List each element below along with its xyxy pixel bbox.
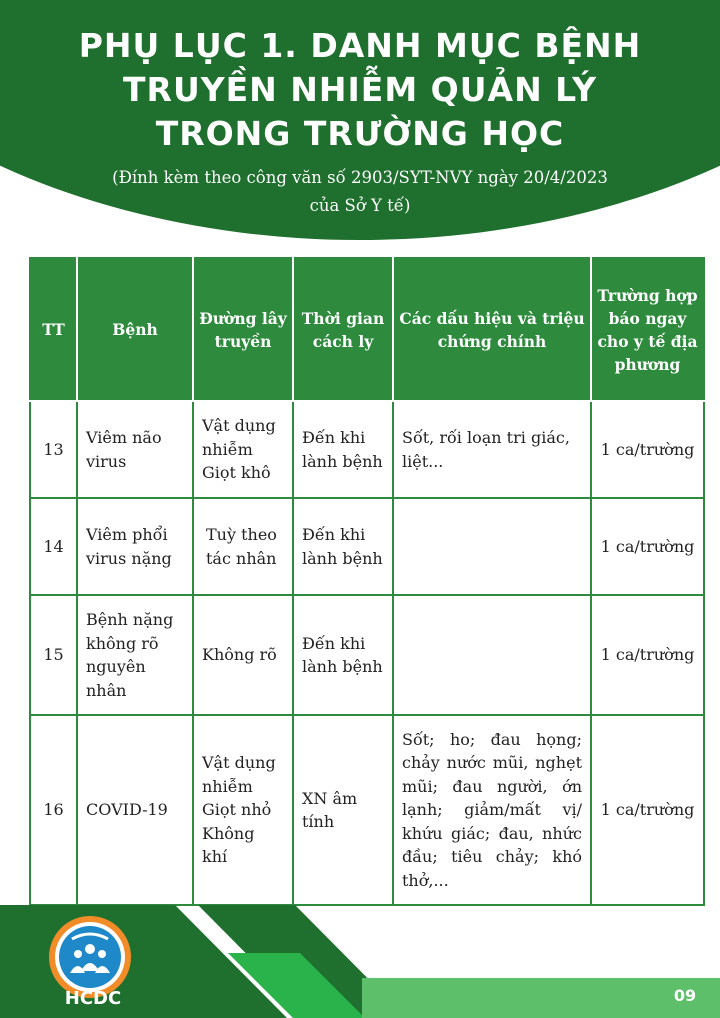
table-row (30, 715, 704, 905)
header-tt: TT (30, 258, 77, 401)
title-line-2: TRUYỀN NHIỄM QUẢN LÝ (123, 70, 597, 109)
title-line-3: TRONG TRƯỜNG HỌC (155, 114, 565, 153)
footer-light-bar (362, 978, 720, 1018)
cell-transmission: Tuỳ theo tác nhân (193, 498, 293, 595)
cell-transmission: Vật dụng nhiễm Giọt khô (193, 401, 293, 498)
cell-tt: 16 (30, 715, 77, 905)
header-isolation: Thời gian cách ly (293, 258, 393, 401)
cell-tt: 15 (30, 595, 77, 715)
cell-report: 1 ca/trường (591, 595, 704, 715)
cell-transmission: Không rõ (193, 595, 293, 715)
cell-isolation: Đến khi lành bệnh (293, 595, 393, 715)
subtitle-line-2: của Sở Y tế) (309, 196, 411, 215)
cell-disease: COVID-19 (77, 715, 193, 905)
hcdc-logo (48, 915, 132, 999)
header-symptoms: Các dấu hiệu và triệu chứng chính (393, 258, 591, 401)
cell-transmission: Vật dụng nhiễm Giọt nhỏ Không khí (193, 715, 293, 905)
page-number: 09 (673, 986, 697, 1005)
cell-disease: Viêm phổi virus nặng (77, 498, 193, 595)
header-report: Trường hợp báo ngay cho y tế địa phương (591, 258, 704, 401)
cell-isolation: XN âm tính (293, 715, 393, 905)
table-row (30, 401, 704, 498)
cell-report: 1 ca/trường (591, 498, 704, 595)
cell-disease: Viêm não virus (77, 401, 193, 498)
header-disease: Bệnh (77, 258, 193, 401)
logo-text: HCDC (64, 988, 122, 1009)
table-row (30, 595, 704, 715)
page-title (0, 24, 720, 156)
cell-symptoms: Sốt; ho; đau họng; chảy nước mũi, nghẹt mũi; đau người, ớn lạnh; giảm/mất vị/ khứu giác; đau, nhức đầu; tiêu chảy; khó thở,... (393, 715, 591, 905)
cell-disease: Bệnh nặng không rõ nguyên nhân (77, 595, 193, 715)
cell-isolation: Đến khi lành bệnh (293, 401, 393, 498)
cell-isolation: Đến khi lành bệnh (293, 498, 393, 595)
table-header-row (30, 258, 704, 401)
cell-report: 1 ca/trường (591, 715, 704, 905)
cell-tt: 14 (30, 498, 77, 595)
subtitle-line-1: (Đính kèm theo công văn số 2903/SYT-NVY ngày 20/4/2023 (112, 168, 608, 187)
page-subtitle (0, 164, 720, 220)
cell-report: 1 ca/trường (591, 401, 704, 498)
title-line-1: PHỤ LỤC 1. DANH MỤC BỆNH (78, 26, 642, 65)
cell-symptoms (393, 498, 591, 595)
cell-symptoms (393, 595, 591, 715)
disease-table (29, 257, 705, 906)
cell-symptoms: Sốt, rối loạn tri giác, liệt... (393, 401, 591, 498)
cell-tt: 13 (30, 401, 77, 498)
header-transmission: Đường lây truyền (193, 258, 293, 401)
table-row (30, 498, 704, 595)
